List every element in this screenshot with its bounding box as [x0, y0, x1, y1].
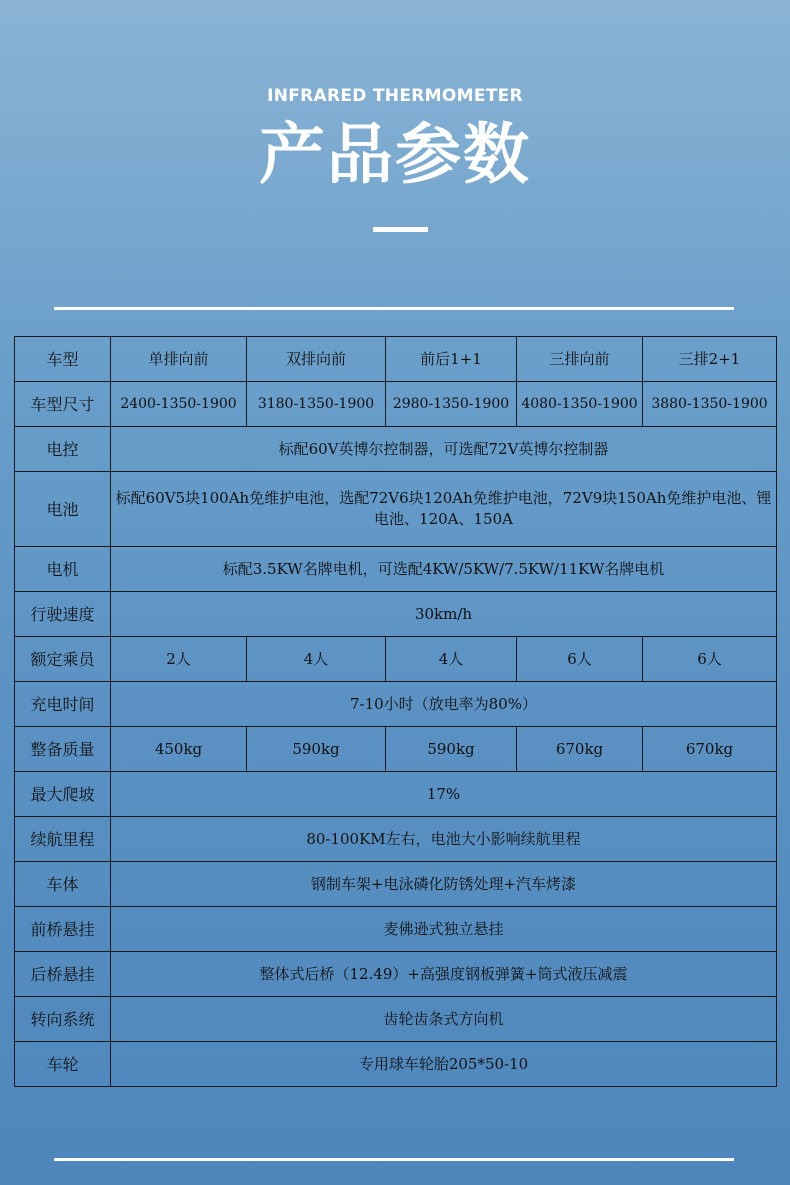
table-cell: 前后1+1: [386, 337, 517, 382]
divider-top: [54, 307, 734, 310]
table-cell: 17%: [111, 772, 777, 817]
table-cell: 专用球车轮胎205*50-10: [111, 1042, 777, 1087]
page-title: 产品参数: [259, 116, 531, 193]
table-cell: 整体式后桥（12.49）+高强度钢板弹簧+筒式液压减震: [111, 952, 777, 997]
table-cell: 齿轮齿条式方向机: [111, 997, 777, 1042]
table-cell: 4人: [247, 637, 386, 682]
row-label: 车轮: [15, 1042, 111, 1087]
table-row: [15, 592, 777, 637]
divider-bottom: [54, 1158, 734, 1161]
page-subtitle: INFRARED THERMOMETER: [267, 86, 523, 106]
table-cell: 三排向前: [517, 337, 643, 382]
table-cell: 3880-1350-1900: [643, 382, 777, 427]
table-cell: 4人: [386, 637, 517, 682]
table-cell: 麦佛逊式独立悬挂: [111, 907, 777, 952]
table-cell: 670kg: [643, 727, 777, 772]
table-row: [15, 907, 777, 952]
title-underline: [373, 227, 428, 232]
table-row: [15, 427, 777, 472]
table-cell: 2400-1350-1900: [111, 382, 247, 427]
spec-table: [14, 336, 777, 1087]
table-cell: 标配3.5KW名牌电机，可选配4KW/5KW/7.5KW/11KW名牌电机: [111, 547, 777, 592]
table-cell: 7-10小时（放电率为80%）: [111, 682, 777, 727]
table-cell: 80-100KM左右，电池大小影响续航里程: [111, 817, 777, 862]
table-row: [15, 1042, 777, 1087]
row-label: 整备质量: [15, 727, 111, 772]
table-cell: 单排向前: [111, 337, 247, 382]
table-cell: 钢制车架+电泳磷化防锈处理+汽车烤漆: [111, 862, 777, 907]
row-label: 转向系统: [15, 997, 111, 1042]
table-cell: 双排向前: [247, 337, 386, 382]
table-row: [15, 772, 777, 817]
table-row: [15, 952, 777, 997]
table-row: [15, 727, 777, 772]
table-cell: 三排2+1: [643, 337, 777, 382]
table-cell: 6人: [643, 637, 777, 682]
row-label: 车型: [15, 337, 111, 382]
table-cell: 2人: [111, 637, 247, 682]
table-row: [15, 862, 777, 907]
table-row: [15, 472, 777, 547]
table-cell: 3180-1350-1900: [247, 382, 386, 427]
row-label: 车型尺寸: [15, 382, 111, 427]
table-row: [15, 682, 777, 727]
table-row: [15, 547, 777, 592]
row-label: 充电时间: [15, 682, 111, 727]
table-row: [15, 817, 777, 862]
table-cell: 4080-1350-1900: [517, 382, 643, 427]
row-label: 前桥悬挂: [15, 907, 111, 952]
table-cell: 标配60V英博尔控制器，可选配72V英博尔控制器: [111, 427, 777, 472]
table-row: [15, 337, 777, 382]
table-row: [15, 637, 777, 682]
row-label: 电机: [15, 547, 111, 592]
row-label: 后桥悬挂: [15, 952, 111, 997]
row-label: 行驶速度: [15, 592, 111, 637]
table-cell: 标配60V5块100Ah免维护电池，选配72V6块120Ah免维护电池，72V9块150Ah免维护电池、锂电池、120A、150A: [111, 472, 777, 547]
table-row: [15, 997, 777, 1042]
table-cell: 6人: [517, 637, 643, 682]
table-row: [15, 382, 777, 427]
row-label: 额定乘员: [15, 637, 111, 682]
row-label: 电池: [15, 472, 111, 547]
row-label: 最大爬坡: [15, 772, 111, 817]
table-cell: 590kg: [386, 727, 517, 772]
table-cell: 30km/h: [111, 592, 777, 637]
table-cell: 670kg: [517, 727, 643, 772]
row-label: 续航里程: [15, 817, 111, 862]
row-label: 电控: [15, 427, 111, 472]
row-label: 车体: [15, 862, 111, 907]
table-cell: 590kg: [247, 727, 386, 772]
table-cell: 450kg: [111, 727, 247, 772]
table-cell: 2980-1350-1900: [386, 382, 517, 427]
